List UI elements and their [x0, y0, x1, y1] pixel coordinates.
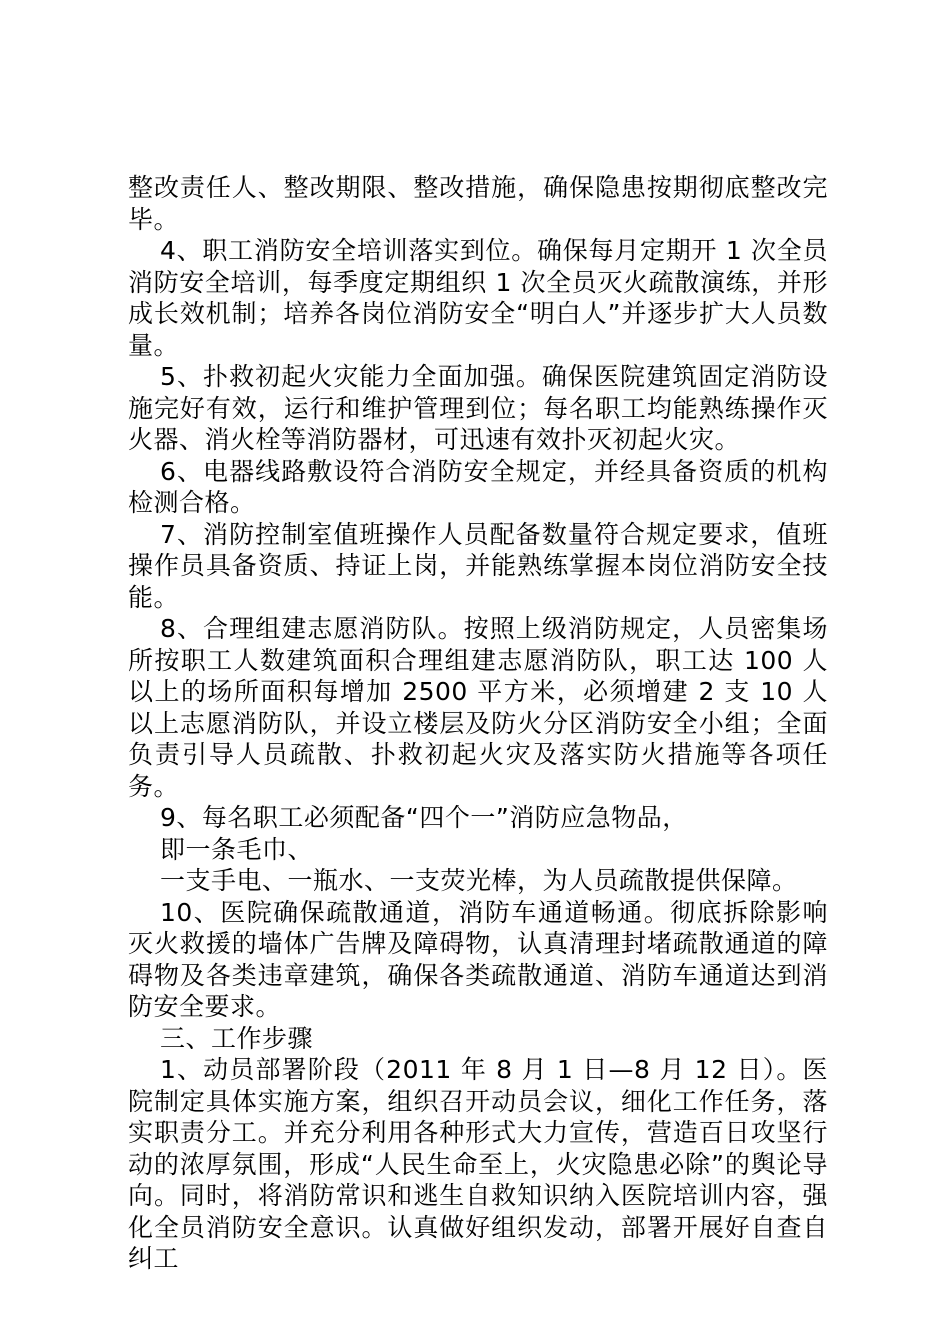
section-heading-work-steps: 三、工作步骤 — [160, 1023, 314, 1053]
paragraph-item-9-line-2: 即一条毛巾、 — [160, 834, 314, 864]
paragraph-item-9: 9、每名职工必须配备“四个一”消防应急物品， — [160, 803, 688, 832]
document-body — [128, 172, 828, 1275]
paragraph-item-6: 6、电器线路敷设符合消防安全规定，并经具备资质的机构检测合格。 — [128, 456, 828, 517]
paragraph-item-4: 4、职工消防安全培训落实到位。确保每月定期开 1 次全员消防安全培训，每季度定期组织 1 次全员灭火疏散演练，并形成长效机制；培养各岗位消防安全“明白人”并逐步扩大人员数量。 — [128, 236, 828, 360]
paragraph-step-1: 1、动员部署阶段（2011 年 8 月 1 日—8 月 12 日）。医院制定具体实施方案，组织召开动员会议，细化工作任务，落实职责分工。并充分利用各种形式大力宣传，营造百日攻坚行动的浓厚氛围，形成“人民生命至上，火灾隐患必除”的舆论导向。同时，将消防常识和逃生自救知识纳入医院培训内容，强化全员消防安全意识。认真做好组织发动，部署开展好自查自纠工 — [128, 1055, 828, 1273]
paragraph-item-8: 8、合理组建志愿消防队。按照上级消防规定，人员密集场所按职工人数建筑面积合理组建志愿消防队，职工达 100 人以上的场所面积每增加 2500 平方米，必须增建 2 支 10 人以上志愿消防队，并设立楼层及防火分区消防安全小组；全面负责引导人员疏散、扑救初起火灾及落实防火措施等各项任务。 — [128, 614, 828, 801]
paragraph-item-7: 7、消防控制室值班操作人员配备数量符合规定要求，值班操作员具备资质、持证上岗，并能熟练掌握本岗位消防安全技能。 — [128, 519, 828, 612]
paragraph-item-5: 5、扑救初起火灾能力全面加强。确保医院建筑固定消防设施完好有效，运行和维护管理到位；每名职工均能熟练操作灭火器、消火栓等消防器材，可迅速有效扑灭初起火灾。 — [128, 362, 828, 454]
paragraph-item-10: 10、医院确保疏散通道，消防车通道畅通。彻底拆除影响灭火救援的墙体广告牌及障碍物，认真清理封堵疏散通道的障碍物及各类违章建筑，确保各类疏散通道、消防车通道达到消防安全要求。 — [128, 897, 828, 1021]
paragraph-item-9-line-3: 一支手电、一瓶水、一支荧光棒，为人员疏散提供保障。 — [160, 866, 798, 895]
paragraph-continuation: 整改责任人、整改期限、整改措施，确保隐患按期彻底整改完毕。 — [128, 173, 828, 234]
